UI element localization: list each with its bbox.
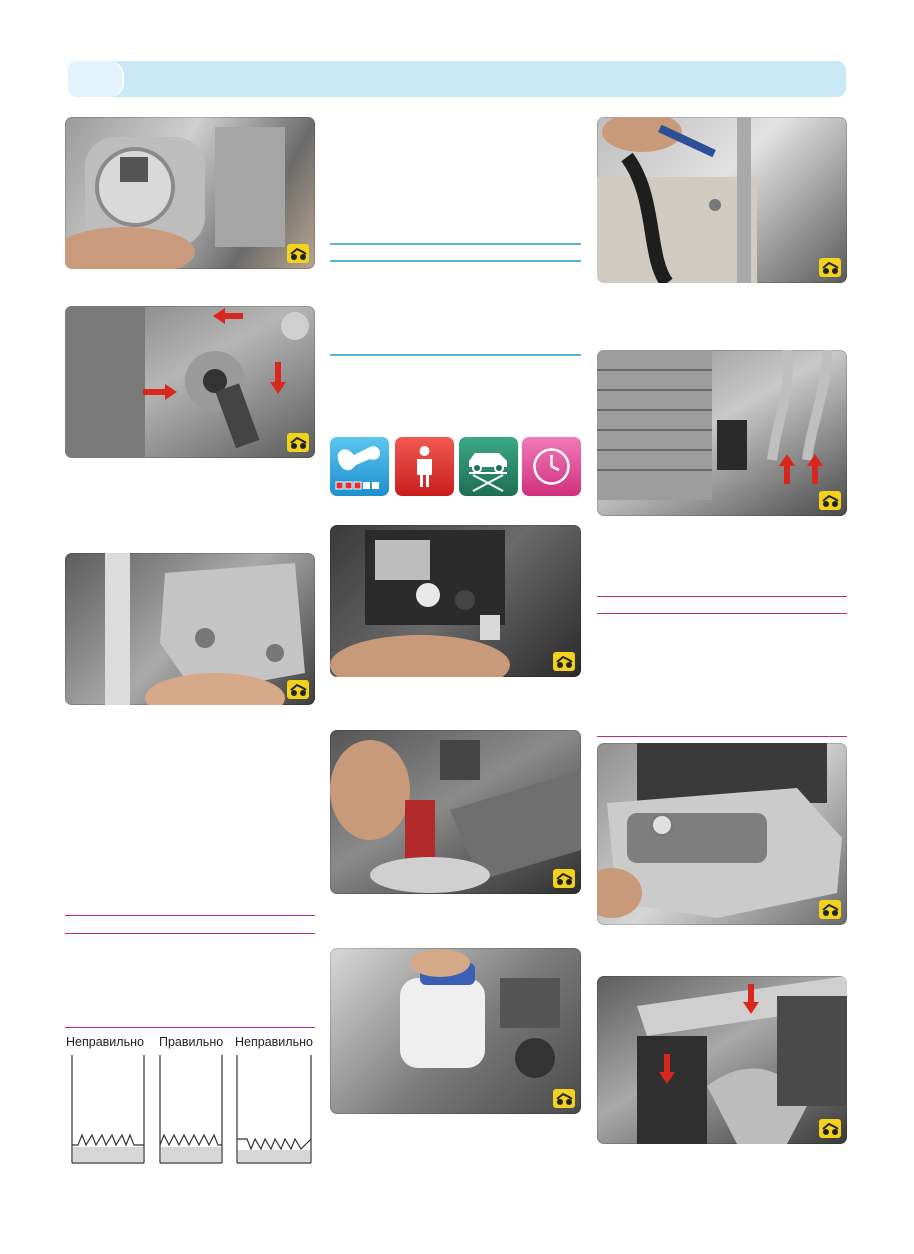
caution-badge-icon bbox=[553, 652, 575, 671]
belt-label-incorrect-1: Неправильно bbox=[66, 1035, 144, 1049]
red-arrow-icon bbox=[270, 362, 286, 394]
workers-tile bbox=[395, 437, 454, 496]
red-arrow-icon bbox=[807, 454, 823, 484]
caution-badge-icon bbox=[553, 869, 575, 888]
photo-battery-terminal bbox=[330, 525, 581, 677]
caution-badge-icon bbox=[819, 491, 841, 510]
section-divider bbox=[330, 260, 581, 262]
caution-badge-icon bbox=[553, 1089, 575, 1108]
red-arrow-icon bbox=[213, 308, 243, 324]
red-arrow-icon bbox=[659, 1054, 675, 1084]
caution-badge-icon bbox=[287, 433, 309, 452]
section-divider bbox=[597, 596, 847, 597]
photo-coolant-drain bbox=[330, 730, 581, 894]
caution-badge-icon bbox=[819, 258, 841, 277]
photo-bracket-removal bbox=[65, 553, 315, 705]
belt-label-correct: Правильно bbox=[159, 1035, 224, 1049]
red-arrow-icon bbox=[743, 984, 759, 1014]
section-divider bbox=[65, 915, 315, 916]
difficulty-tile bbox=[330, 437, 389, 496]
caution-badge-icon bbox=[819, 900, 841, 919]
photo-compressor-removal bbox=[65, 117, 315, 269]
photo-compressor-bolts bbox=[65, 306, 315, 458]
section-divider bbox=[65, 933, 315, 934]
person-icon bbox=[395, 437, 454, 496]
photo-radiator-mounts bbox=[597, 976, 847, 1144]
belt-label-incorrect-2: Неправильно bbox=[235, 1035, 313, 1049]
car-lift-icon bbox=[459, 437, 518, 496]
caution-badge-icon bbox=[287, 680, 309, 699]
photo-screw-removal bbox=[597, 117, 847, 283]
caution-badge-icon bbox=[287, 244, 309, 263]
section-divider bbox=[597, 736, 847, 737]
belt-diagram-incorrect-2 bbox=[233, 1055, 315, 1167]
photo-bumper-removal bbox=[597, 743, 847, 925]
wrench-icon bbox=[330, 437, 389, 496]
time-tile bbox=[522, 437, 581, 496]
section-divider bbox=[330, 243, 581, 245]
belt-diagram-incorrect-1 bbox=[68, 1055, 148, 1167]
clock-icon bbox=[522, 437, 581, 496]
section-divider bbox=[65, 1027, 315, 1028]
belt-diagram-correct bbox=[156, 1055, 226, 1167]
page-number-tab bbox=[68, 61, 124, 97]
section-divider bbox=[597, 613, 847, 614]
photo-expansion-tank bbox=[330, 948, 581, 1114]
red-arrow-icon bbox=[779, 454, 795, 484]
photo-ac-pipes bbox=[597, 350, 847, 516]
red-arrow-icon bbox=[143, 384, 177, 400]
lift-tile bbox=[459, 437, 518, 496]
section-divider bbox=[330, 354, 581, 356]
caution-badge-icon bbox=[819, 1119, 841, 1138]
page-header-bar bbox=[68, 61, 846, 97]
